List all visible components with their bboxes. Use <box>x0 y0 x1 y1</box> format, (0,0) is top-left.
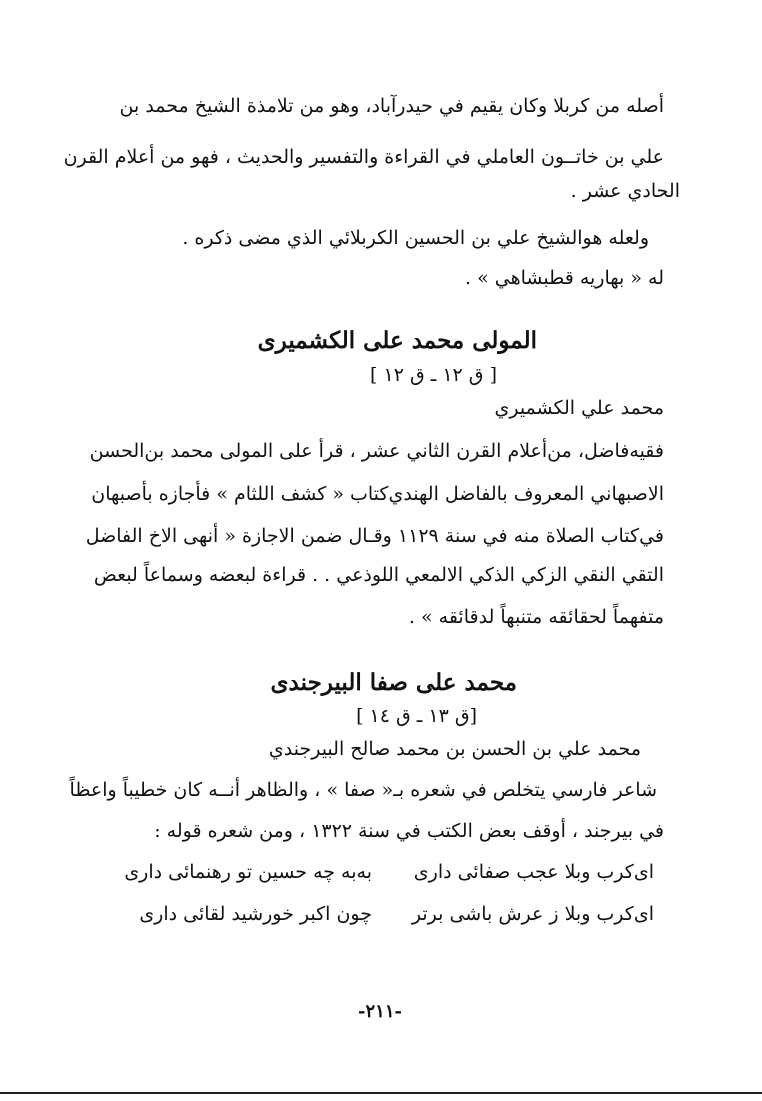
intro-line: الحادي عشر . <box>570 180 680 202</box>
entry-text-line: الاصبهاني المعروف بالفاضل الهندي‌كتاب « كشف اللثام » فأجازه بأصبهان <box>91 483 664 505</box>
verse-second-hemistich: چون اکبر خورشید لقائی داری <box>139 903 372 925</box>
intro-line: أصله من كربلا وكان يقيم في حيدرآباد، وهو من تلامذة الشيخ محمد بن <box>119 95 664 117</box>
entry-person-name: محمد علي الكشميري <box>494 397 664 419</box>
entry-title: محمد على صفا البيرجندى <box>270 669 517 696</box>
entry-centuries: [ ق ١٢ ـ ق ١٢ ] <box>370 364 497 386</box>
entry-text-line: في بيرجند ، أوقف بعض الكتب في سنة ١٣٢٢ ، ومن شعره قوله : <box>154 820 664 842</box>
entry-title: المولى محمد على الكشميرى <box>257 327 537 354</box>
verse-first-hemistich: ای‌کرب وبلا عجب صفائی داری <box>413 861 654 883</box>
intro-line: له « بهاريه قطبشاهي » . <box>465 267 664 289</box>
verse-first-hemistich: ای‌کرب وبلا ز عرش باشی برتر <box>411 903 654 925</box>
entry-text-line: في‌كتاب الصلاة منه في سنة ١١٢٩ وقـال ضمن الاجازة « أنهى الاخ الفاضل <box>85 525 664 547</box>
intro-line: ولعله هوالشيخ علي بن الحسين الكربلائي الذي مضى ذكره . <box>182 227 649 249</box>
entry-text-line: شاعر فارسي يتخلص في شعره بـ« صفا » ، والظاهر أنــه كان خطيباً واعظاً <box>69 779 657 801</box>
entry-person-name: محمد علي بن الحسن بن محمد صالح البيرجندي <box>268 738 641 760</box>
entry-centuries: [ق ١٣ ـ ق ١٤ ] <box>356 705 477 727</box>
intro-line: علي بن خاتــون العاملي في القراءة والتفسير والحديث ، فهو من أعلام القرن <box>63 146 664 168</box>
entry-text-line: متفهماً لحقائقه متنبهاً لدقائقه » . <box>408 606 664 628</box>
entry-text-line: التقي النقي الزكي الذكي الالمعي اللوذعي . . قراءة لبعضه وسماعاً لبعض <box>93 564 664 586</box>
verse-second-hemistich: به‌به چه حسین تو رهنمائی داری <box>124 861 372 883</box>
page-number: -٢١١- <box>358 1001 402 1022</box>
page-edge-divider <box>0 1092 762 1094</box>
entry-text-line: فقيه‌فاضل، من‌أعلام القرن الثاني عشر ، قرأ على المولى محمد بن‌الحسن <box>89 440 664 462</box>
